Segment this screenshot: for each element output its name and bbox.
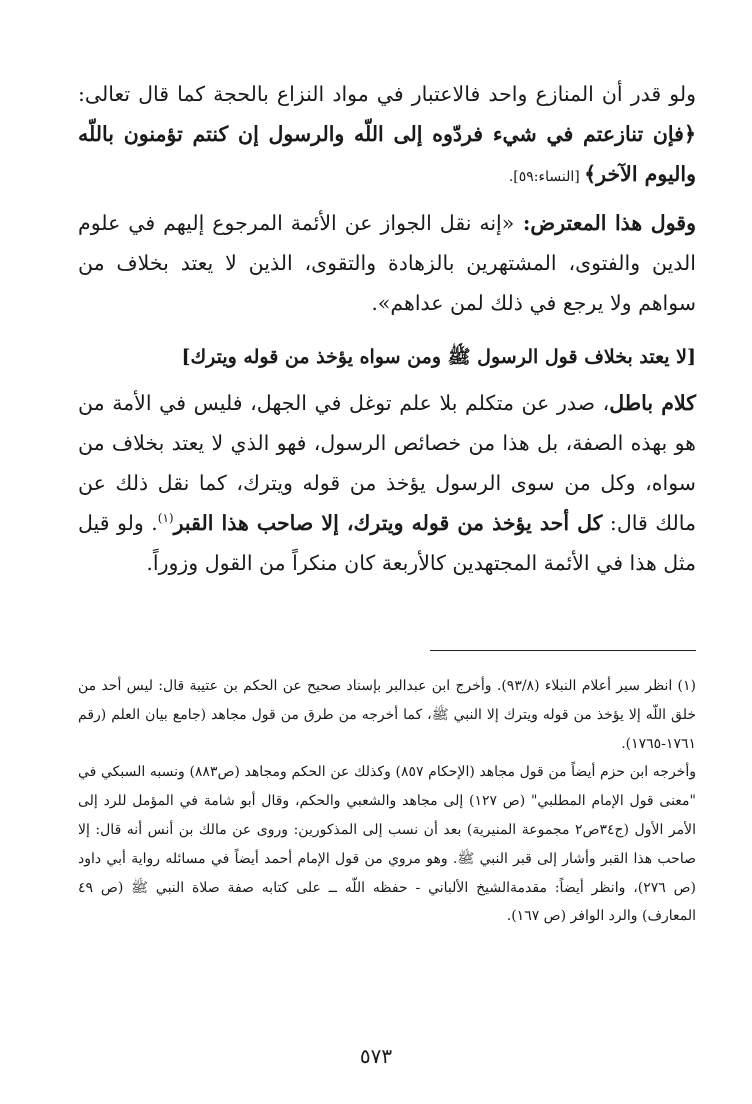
footnotes [78, 672, 696, 931]
footnote-divider [430, 650, 696, 651]
malik-quote: كل أحد يؤخذ من قوله ويترك، إلا صاحب هذا القبر [173, 511, 603, 535]
quran-reference: [النساء:٥٩]. [508, 169, 585, 185]
paragraph-3 [78, 383, 696, 583]
quran-quote: ﴿فإن تنازعتم في شيء فردّوه إلى اللّه والرسول إن كنتم تؤمنون باللّه واليوم الآخر﴾ [78, 122, 696, 186]
objector-label: وقول هذا المعترض: [514, 211, 696, 235]
paragraph-1-intro: ولو قدر أن المنازع واحد فالاعتبار في مواد النزاع بالحجة كما قال تعالى: [78, 82, 696, 106]
paragraph-1 [78, 74, 696, 197]
footnote-marker[interactable]: (١) [157, 511, 174, 526]
section-heading: [لا يعتد بخلاف قول الرسول ﷺ ومن سواه يؤخذ من قوله ويترك] [181, 346, 696, 368]
footnote-1: (١) انظر سير أعلام النبلاء (٩٣/٨). وأخرج ابن عبدالبر بإسناد صحيح عن الحكم بن عتيبة قال: ليس أحد من خلق اللّه إلا يؤخذ من قوله ويترك إلا النبي ﷺ، كما أخرجه من طرق من قول مجاهد (جامع بيان العلم (رقم ١٧٦١-١٧٦٥). [78, 678, 697, 752]
objector-quote: «إنه نقل الجواز عن الأئمة المرجوع إليهم في علوم الدين والفتوى، المشتهرين بالزهادة والتقوى، الذين لا يعتد بخلاف من سواهم ولا يرجع في ذلك لمن عداهم». [78, 211, 696, 315]
main-text [78, 74, 696, 583]
footnote-1-continuation: وأخرجه ابن حزم أيضاً من قول مجاهد (الإحكام ٨٥٧) وكذلك عن الحكم ومجاهد (ص٨٨٣) ونسبه السبكي في "معنى قول الإمام المطلبي" (ص ١٢٧) إلى مجاهد والشعبي والحكم، وقال أبو شامة في المؤمل للرد إلى الأمر الأول (ج٣٤ص٢ مجموعة المنيرية) بعد أن نسب إلى المذكورين: وروى عن مالك بن أنس أنه قال: إلا صاحب هذا القبر وأشار إلى قبر النبي ﷺ. وهو مروي من قول الإمام أحمد أيضاً في مسائله رواية أبي داود (ص ٢٧٦)، وانظر أيضاً: مقدمةالشيخ الألباني - حفظه اللّه ــ على كتابه صفة صلاة النبي ﷺ (ص ٤٩ المعارف) والرد الوافر (ص ١٦٧). [78, 764, 696, 925]
paragraph-3-text: ، صدر عن متكلم بلا علم توغل في الجهل، فليس في الأمة من هو بهذه الصفة، بل هذا من خصائص الرسول، فهو الذي لا يعتد بخلاف من سواه، وكل من سوى الرسول يؤخذ من قوله ويترك، كما نقل ذلك عن مالك قال: [78, 391, 697, 535]
paragraph-2 [78, 203, 696, 323]
page-number: ٥٧٣ [359, 1044, 393, 1068]
paragraph-3-bold-start: كلام باطل [609, 391, 696, 415]
paragraph-3-ending: . ولو قيل مثل هذا في الأئمة المجتهدين كالأربعة كان منكراً من القول وزوراً. [78, 511, 696, 575]
